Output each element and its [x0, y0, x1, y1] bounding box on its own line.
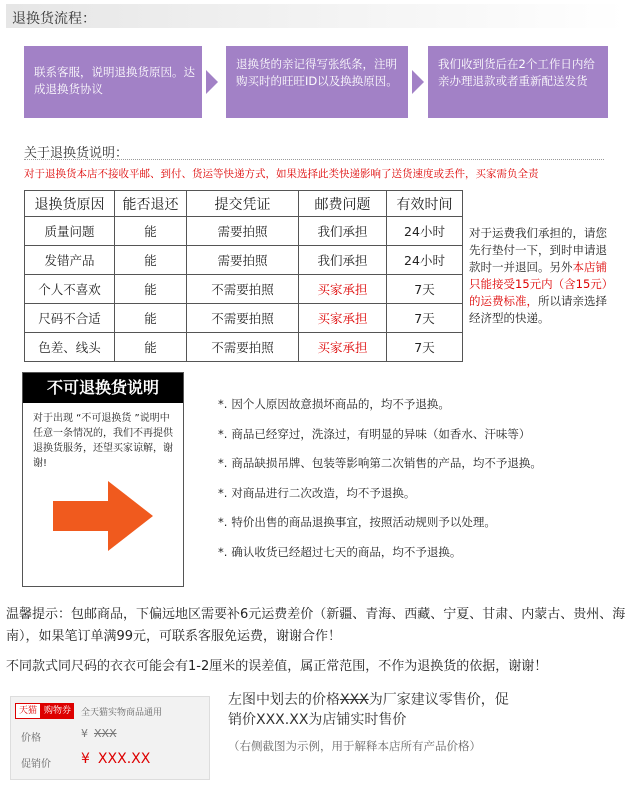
step-arrow-icon — [412, 70, 424, 94]
process-step-3: 我们收到货后在2个工作日内给亲办理退款或者重新配送发货 — [428, 46, 608, 118]
promo-price-value: XXX.XX — [97, 751, 151, 767]
explain-strike-price: XXX — [340, 692, 369, 708]
cell-proof: 需要拍照 — [187, 246, 299, 275]
promo-price — [81, 751, 150, 767]
original-price — [81, 727, 117, 740]
cell-reason: 质量问题 — [25, 217, 115, 246]
cell-returnable: 能 — [115, 304, 187, 333]
cell-postage: 我们承担 — [299, 217, 387, 246]
rule-item — [218, 485, 542, 515]
cell-valid-time: 7天 — [387, 275, 463, 304]
size-tip: 不同款式同尺码的衣衣可能会有1-2厘米的误差值，属正常范围，不作为退换货的依据，谢谢！ — [6, 659, 548, 674]
cell-valid-time: 24小时 — [387, 217, 463, 246]
postage-note-red: 本店铺只能接受15元内（含15元）的运费标准， — [469, 260, 614, 308]
cell-reason: 个人不喜欢 — [25, 275, 115, 304]
cell-valid-time: 7天 — [387, 304, 463, 333]
rule-text: 对商品进行二次改造，均不予退换。 — [231, 485, 416, 500]
cell-returnable: 能 — [115, 333, 187, 362]
rule-text: 商品已经穿过，洗涤过，有明显的异味（如香水、汗味等） — [231, 426, 531, 441]
header-returnable: 能否退还 — [115, 191, 187, 217]
cell-returnable: 能 — [115, 217, 187, 246]
bullet-star-icon: *. — [218, 544, 228, 559]
process-step-2: 退换货的亲记得写张纸条，注明购买时的旺旺ID以及换换原因。 — [226, 46, 408, 118]
header-postage: 邮费问题 — [299, 191, 387, 217]
postage-note-text: 对于运费我们承担的，请您先行垫付一下，到时申请退款时一并退回。另外 — [469, 226, 607, 274]
cell-proof: 不需要拍照 — [187, 304, 299, 333]
tmall-badge: 天猫 — [15, 703, 41, 719]
bullet-star-icon: *. — [218, 515, 228, 529]
instructions-title: 关于退换货说明： — [24, 146, 129, 161]
price-explanation-note: （右侧截图为示例，用于解释本店所有产品价格） — [228, 739, 481, 753]
rule-item — [218, 455, 542, 485]
postage-note — [463, 191, 623, 362]
rule-text: 因个人原因故意损坏商品的，均不予退换。 — [231, 397, 450, 411]
cell-valid-time: 7天 — [387, 333, 463, 362]
cell-proof: 不需要拍照 — [187, 275, 299, 304]
price-explanation — [228, 690, 518, 730]
header-valid-time: 有效时间 — [387, 191, 463, 217]
voucher-badge: 购物券 — [41, 703, 74, 719]
rule-text: 商品缺损吊牌、包装等影响第二次销售的产品，均不予退换。 — [231, 456, 542, 470]
voucher-note: 全天猫实物商品通用 — [81, 708, 163, 718]
explain-text-2: 为厂家建议零售价，促销价XXX.XX为店铺实时售价 — [228, 692, 509, 728]
bullet-star-icon: *. — [218, 397, 228, 411]
rule-item — [218, 544, 542, 574]
cell-returnable: 能 — [115, 275, 187, 304]
no-return-text: 对于出现 “不可退换货 ”说明中任意一条情况的，我们不再提供退换货服务，还望买家谅解，谢谢! — [33, 413, 173, 469]
cell-reason: 色差、线头 — [25, 333, 115, 362]
price-label: 价格 — [21, 733, 41, 744]
arrow-right-icon — [53, 481, 153, 551]
header-reason: 退换货原因 — [25, 191, 115, 217]
bullet-star-icon: *. — [218, 456, 228, 470]
original-price-value: XXX — [94, 727, 117, 740]
price-example-card — [10, 696, 210, 780]
cell-reason: 尺码不合适 — [25, 304, 115, 333]
return-policy-table — [24, 190, 623, 362]
cell-postage: 买家承担 — [299, 333, 387, 362]
promo-price-label: 促销价 — [21, 759, 51, 770]
rule-item — [218, 426, 542, 456]
no-return-rules — [218, 396, 542, 573]
bullet-star-icon: *. — [218, 426, 228, 441]
explain-text: 左图中划去的价格 — [228, 692, 340, 708]
tmall-voucher-badge — [15, 703, 74, 719]
no-return-box — [22, 372, 184, 587]
currency-symbol: ¥ — [81, 751, 90, 767]
cell-valid-time: 24小时 — [387, 246, 463, 275]
shipping-warning: 对于退换货本店不接收平邮、到付、货运等快递方式，如果选择此类快递影响了送货速度或丢件，买家需负全责 — [24, 168, 539, 180]
cell-proof: 不需要拍照 — [187, 333, 299, 362]
cell-reason: 发错产品 — [25, 246, 115, 275]
table-header-row — [25, 191, 623, 217]
header-proof: 提交凭证 — [187, 191, 299, 217]
cell-postage: 买家承担 — [299, 275, 387, 304]
bullet-star-icon: *. — [218, 485, 228, 500]
divider — [24, 159, 604, 160]
cell-returnable: 能 — [115, 246, 187, 275]
step-arrow-icon — [206, 70, 218, 94]
no-return-title: 不可退换货说明 — [23, 373, 183, 403]
process-title: 退换货流程： — [12, 11, 96, 27]
process-step-1: 联系客服，说明退换货原因。达成退换货协议 — [24, 46, 202, 118]
rule-item — [218, 396, 542, 426]
cell-postage: 我们承担 — [299, 246, 387, 275]
rule-text: 确认收货已经超过七天的商品，均不予退换。 — [231, 544, 462, 559]
cell-postage: 买家承担 — [299, 304, 387, 333]
rule-text: 特价出售的商品退换事宜，按照活动规则予以处理。 — [231, 515, 496, 529]
rule-item — [218, 514, 542, 544]
currency-symbol: ¥ — [81, 727, 88, 740]
shipping-tip: 温馨提示：包邮商品，下偏远地区需要补6元运费差价（新疆、青海、西藏、宁夏、甘肃、内蒙古、贵州、海南），如果笔订单满99元，可联系客服免运费，谢谢合作！ — [6, 607, 626, 644]
postage-note-text-2: 所以请亲选择经济型的快递。 — [469, 294, 607, 325]
cell-proof: 需要拍照 — [187, 217, 299, 246]
process-title-bar — [6, 4, 626, 28]
